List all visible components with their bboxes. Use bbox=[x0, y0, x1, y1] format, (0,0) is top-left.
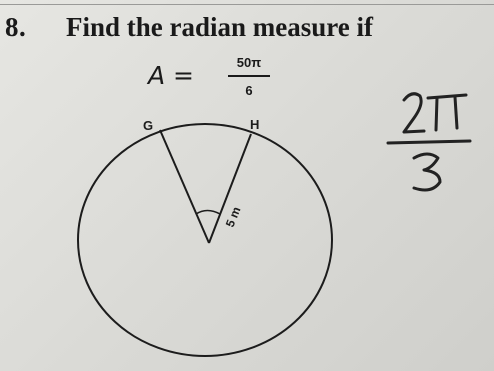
radius-g bbox=[160, 130, 209, 243]
handwritten-answer bbox=[388, 94, 470, 190]
formula-denominator: 6 bbox=[245, 83, 253, 98]
point-label-h: H bbox=[250, 117, 260, 132]
angle-arc bbox=[196, 211, 220, 215]
problem-number: 8. bbox=[5, 12, 27, 42]
formula-numerator: 50π bbox=[236, 55, 262, 70]
radius-label: 5 m bbox=[222, 204, 244, 230]
point-label-g: G bbox=[143, 118, 154, 133]
problem-text: Find the radian measure if bbox=[66, 12, 374, 42]
circle bbox=[78, 124, 332, 356]
formula-lhs: A = bbox=[148, 61, 194, 90]
